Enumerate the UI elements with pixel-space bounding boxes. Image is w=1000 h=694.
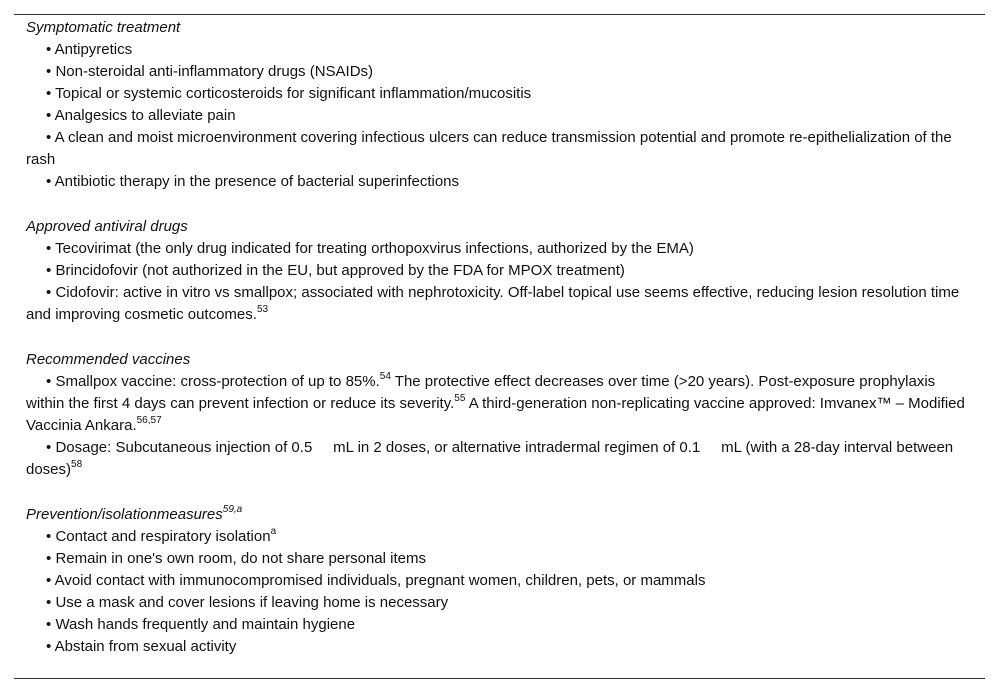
bullet-icon: • [46,129,52,146]
item-text: Brincidofovir (not authorized in the EU, but approved by the FDA for MPOX treatment) [55,262,625,279]
item-text: A third-generation non-replicating vaccine approved: Imvanex™ – Modified Vaccinia Ankara. [26,395,965,434]
list-item [26,592,985,614]
list-item [26,437,985,481]
list-item [26,570,985,592]
bullet-icon: • [46,638,52,655]
bullet-icon: • [46,373,52,390]
bullet-icon: • [46,240,52,257]
item-text: The protective effect decreases over time (>20 years). Post-exposure prophylaxis within the first 4 days can prevent infection or reduce its severity. [26,373,936,412]
item-text: Dosage: Subcutaneous injection of 0.5 mL in 2 doses, or alternative intradermal regimen of 0.1 mL (with a 28-day interval between doses) [26,439,958,478]
reference-superscript: 53 [256,304,269,315]
reference-superscript: 55 [454,393,466,404]
bullet-icon: • [46,528,52,545]
bullet-icon: • [46,594,52,611]
section-symptomatic-treatment [26,17,985,193]
item-text: Non-steroidal anti-inflammatory drugs (NSAIDs) [55,63,374,80]
list-item [26,282,985,326]
item-text: Remain in one's own room, do not share personal items [55,550,426,567]
section-heading [26,504,985,526]
heading-text: Prevention/isolationmeasures [26,506,223,523]
list-item [26,371,985,437]
list-item [26,83,985,105]
bullet-icon: • [46,616,52,633]
section-heading: Symptomatic treatment [26,19,181,36]
list-item [26,61,985,83]
bullet-icon: • [46,262,52,279]
bullet-icon: • [46,63,52,80]
bullet-icon: • [46,107,52,124]
item-text: Antipyretics [54,41,133,58]
list-item [26,526,985,548]
section-prevention-isolation-measures [26,504,985,658]
item-text: Smallpox vaccine: cross-protection of up to 85%. [55,373,380,390]
bullet-icon: • [46,85,52,102]
reference-superscript: 59,a [222,504,243,515]
item-text: Topical or systemic corticosteroids for significant inflammation/mucositis [55,85,532,102]
reference-superscript: 54 [379,371,391,382]
list-item [26,238,985,260]
bullet-icon: • [46,572,52,589]
item-text: Cidofovir: active in vitro vs smallpox; associated with nephrotoxicity. Off-label topical use seems effective, reducing lesion resolution time and improving cosmetic outcomes. [26,284,960,323]
treatment-table [14,14,985,679]
list-item [26,260,985,282]
item-text: Avoid contact with immunocompromised individuals, pregnant women, children, pets, or mammals [54,572,706,589]
list-item [26,105,985,127]
bullet-icon: • [46,284,52,301]
item-text: Antibiotic therapy in the presence of bacterial superinfections [54,173,460,190]
bullet-icon: • [46,550,52,567]
item-text: A clean and moist microenvironment covering infectious ulcers can reduce transmission potential and promote re-epithelialization of the rash [26,129,952,168]
list-item [26,548,985,570]
section-heading: Recommended vaccines [26,351,191,368]
list-item [26,614,985,636]
list-item [26,127,985,171]
reference-superscript: 56,57 [136,415,162,426]
list-item [26,39,985,61]
list-item [26,636,985,658]
section-approved-antiviral-drugs [26,216,985,326]
bullet-icon: • [46,41,52,58]
reference-superscript: 58 [71,459,83,470]
item-text: Tecovirimat (the only drug indicated for treating orthopoxvirus infections, authorized by the EMA) [55,240,694,257]
reference-superscript: a [270,526,277,537]
section-recommended-vaccines [26,349,985,481]
item-text: Analgesics to alleviate pain [54,107,236,124]
section-heading: Approved antiviral drugs [26,218,188,235]
bullet-icon: • [46,173,52,190]
bullet-icon: • [46,439,52,456]
item-text: Use a mask and cover lesions if leaving home is necessary [55,594,449,611]
list-item [26,171,985,193]
item-text: Contact and respiratory isolation [55,528,271,545]
item-text: Wash hands frequently and maintain hygiene [55,616,356,633]
item-text: Abstain from sexual activity [54,638,237,655]
